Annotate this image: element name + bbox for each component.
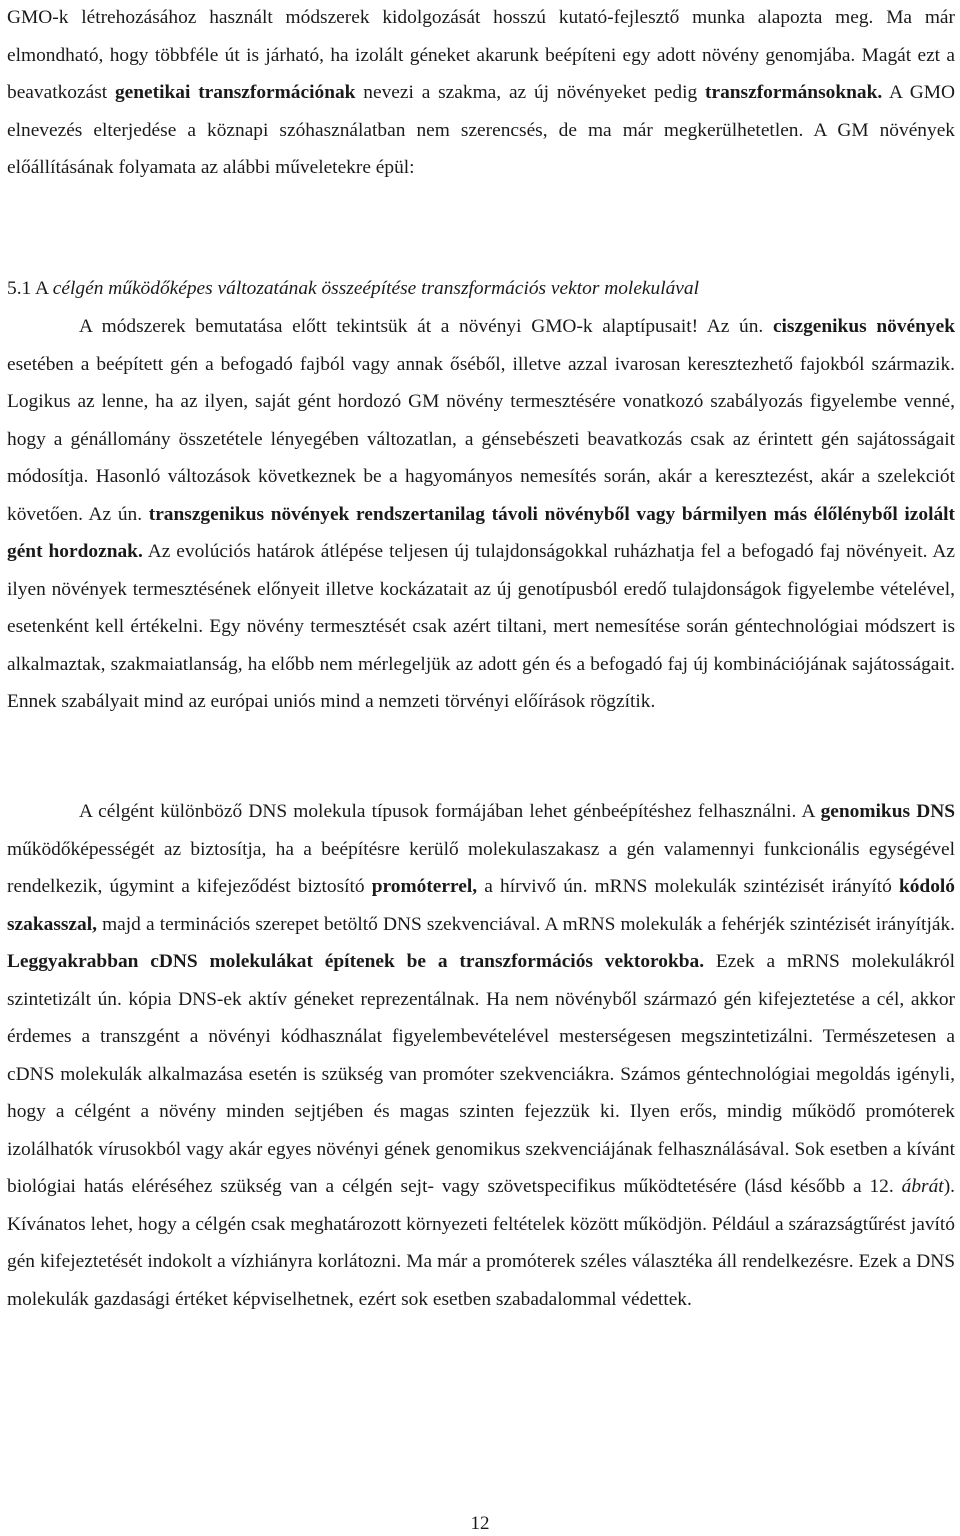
text-run: Az evolúciós határok átlépése teljesen új tulajdonságokkal ruházhatja fel a befogadó faj növényeit. Az ilyen növények termesztésének előnyeit illetve kockázatait az új genotípusból eredő tulajdonságok figyelembe vételével, esetenként kell értékelni. Egy növény termesztését csak azért tiltani, mert nemesítése során géntechnológiai módszert is alkalmaztak, szakmaiatlanság, ha előbb nem mérlegeljük az adott gén és a befogadó faj új kombinációjának sajátosságait. Ennek szabályait mind az európai uniós mind a nemzeti törvényi előírások rögzítik. — [7, 541, 955, 712]
term-coding-region: kódoló szakasszal, — [7, 876, 955, 935]
text-run: ). Kívánatos lehet, hogy a célgén csak meghatározott környezeti feltételek között működjön. Például a szárazságtűrést javító gén kifejeztetését indokolt a vízhiányra korlátozni. Ma már a promóterek széles választéka áll rendelkezésre. Ezek a DNS molekulák gazdasági értéket képviselhetnek, ezért sok esetben szabadalommal védettek. — [7, 1176, 955, 1310]
text-run: működőképességét az biztosítja, ha a beépítésre kerülő molekulaszakasz a gén valamennyi funkcionális egységével rendelkezik, úgymint a kifejeződést biztosító — [7, 838, 955, 897]
text-run: esetében a beépített gén a befogadó fajból vagy annak őséből, illetve azzal ivarosan keresztezhető fajokból származik. Logikus az lenne, ha az ilyen, saját gént hordozó GM növény termesztésére vonatkozó szabályozás figyelembe venné, hogy a génállomány összetétele lényegében változatlan, a génsebészeti beavatkozás csak az érintett gén sajátosságait módosítja. Hasonló változások következnek be a hagyományos nemesítés során, akár a keresztezést, akár a szelekciót követően. Az ún. — [7, 353, 955, 525]
text-run: GMO-k létrehozásához használt módszerek kidolgozását hosszú kutató-fejlesztő munka alapozta meg. Ma már elmondható, hogy többféle út is járható, ha izolált géneket akarunk beépíteni egy adott növény genomjába. Magát ezt a beavatkozást — [7, 7, 955, 103]
term-promoter: promóterrel, — [371, 876, 478, 897]
text-run: A GMO elnevezés elterjedése a köznapi szóhasználatban nem szerencsés, de ma már megkerülhetetlen. A GM növények előállításának folyamata az alábbi műveletekre épül: — [7, 82, 955, 178]
term-cdna-vectors: Leggyakrabban cDNS molekulákat építenek be a transzformációs vektorokba. — [7, 951, 705, 972]
section-heading — [7, 270, 955, 308]
paragraph-intro — [7, 0, 955, 187]
term-cisgenic-plants: ciszgenikus növények — [772, 316, 956, 337]
figure-reference: ábrát — [901, 1176, 944, 1197]
term-transformants: transzformánsoknak. — [705, 82, 883, 103]
text-run: a hírvivő ún. mRNS molekulák szintézisét irányító — [477, 876, 899, 897]
paragraph-gmo-types — [7, 308, 955, 721]
text-run: nevezi a szakma, az új növényeket pedig — [355, 82, 705, 103]
term-genomic-dna: genomikus DNS — [820, 801, 955, 822]
text-run: Ezek a mRNS molekulákról szintetizált ún. kópia DNS-ek aktív géneket reprezentálnak. Ha nem növényből származó gén kifejeztetése a cél, akkor érdemes a transzgént a növényi kódhasználat figyelembevételével mesterségesen megszintetizálni. Természetesen a cDNS molekulák alkalmazása esetén is szükség van promóter szekvenciákra. Számos géntechnológiai megoldás igényli, hogy a célgént a növény minden sejtjében és magas szinten fejezzük ki. Ilyen erős, mindig működő promóterek izolálhatók vírusokból vagy akár egyes növényi gének genomikus szekvenciájának felhasználásával. Sok esetben a kívánt biológiai hatás eléréséhez szükség van a célgén sejt- vagy szövetspecifikus működtetésére (lásd később a 12. — [7, 951, 955, 1197]
term-genetic-transformation: genetikai transzformációnak — [114, 82, 356, 103]
section-number: 5.1 A — [7, 278, 53, 299]
text-run: A módszerek bemutatása előtt tekintsük át a növényi GMO-k alaptípusait! Az ún. — [79, 316, 773, 337]
text-run: majd a terminációs szerepet betöltő DNS szekvenciával. A mRNS molekulák a fehérjék szintézisét irányítják. — [96, 913, 955, 935]
page-number: 12 — [470, 1513, 490, 1534]
term-transgenic-plants: transzgenikus növények rendszertanilag távoli növényből vagy bármilyen más élőlényből izolált gént hordoznak. — [7, 503, 956, 562]
text-run: A célgént különböző DNS molekula típusok formájában lehet génbeépítéshez felhasználni. A — [79, 801, 821, 822]
paragraph-dna-types — [7, 793, 955, 1318]
section-title: célgén működőképes változatának összeépítése transzformációs vektor molekulával — [52, 278, 699, 299]
